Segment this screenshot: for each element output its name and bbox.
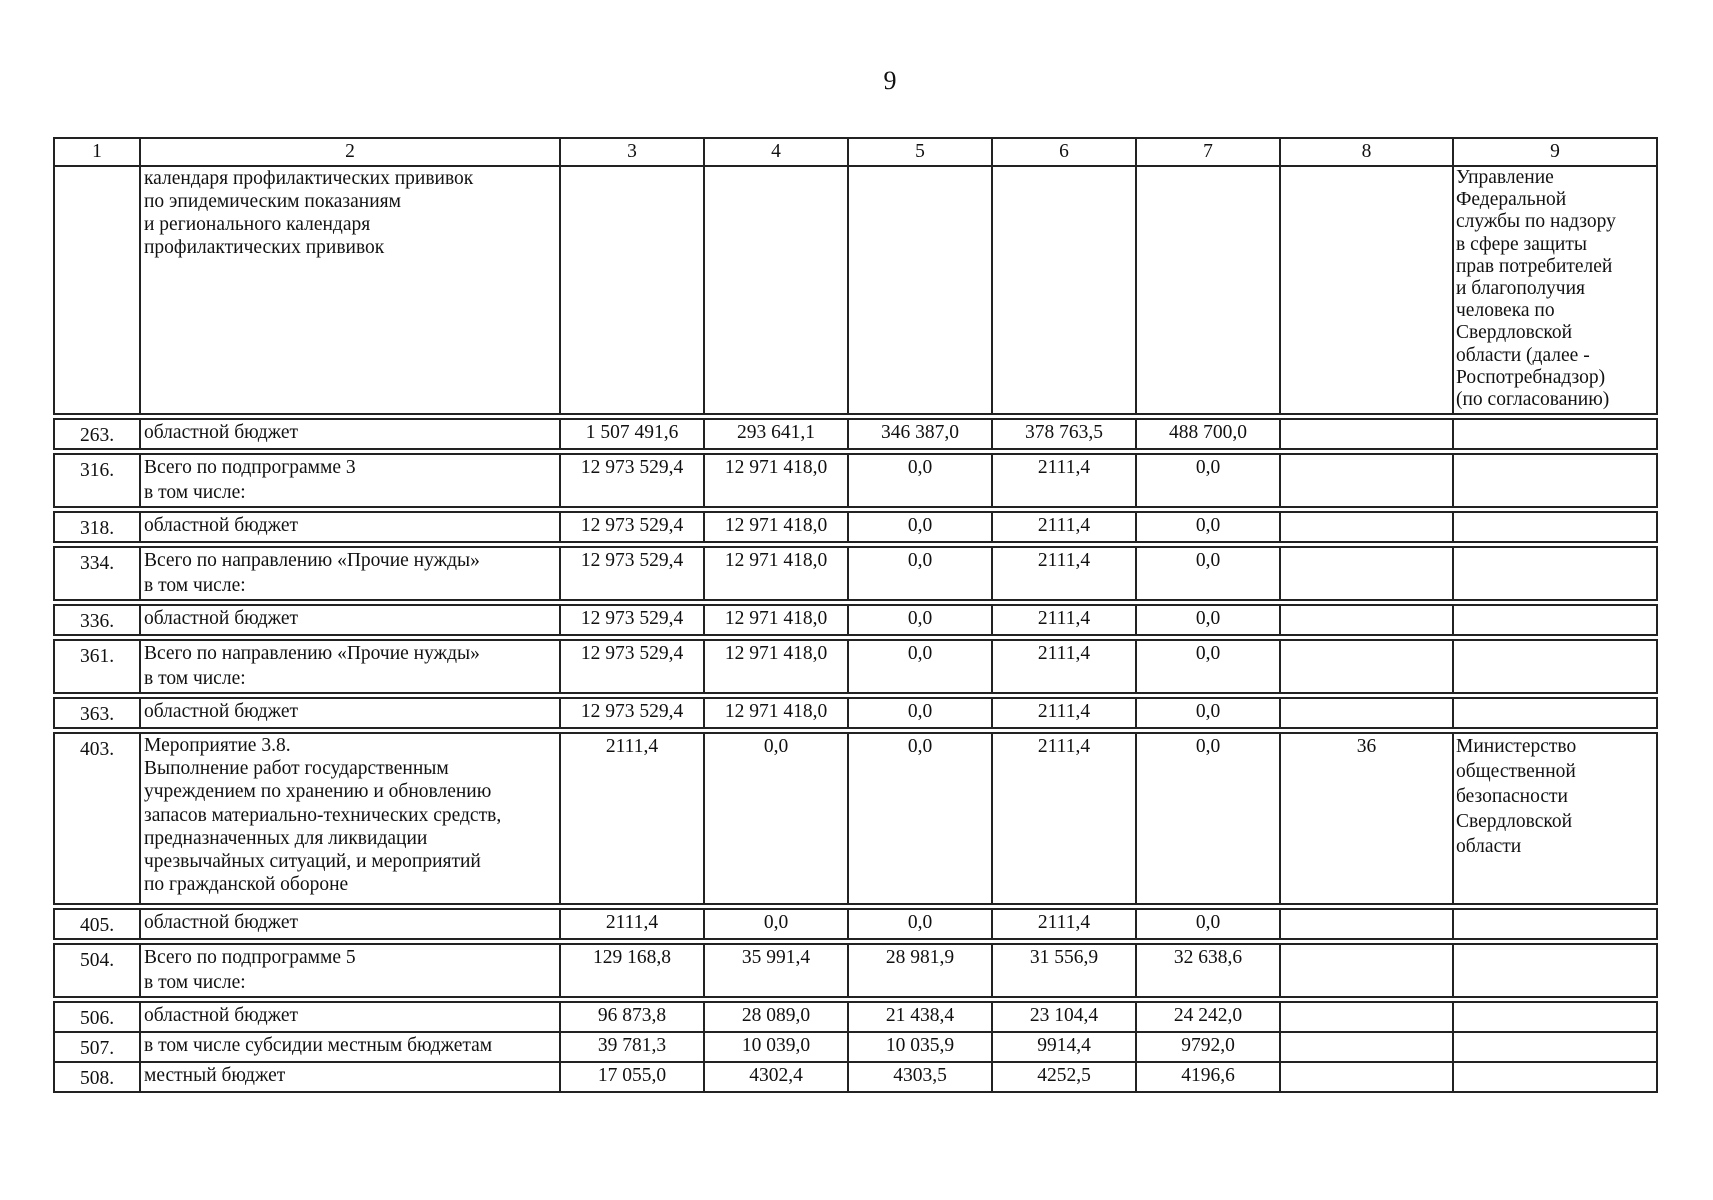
row-number: 263. bbox=[54, 419, 140, 449]
col7-value: 9792,0 bbox=[1136, 1032, 1280, 1062]
col6-value: 31 556,9 bbox=[992, 944, 1136, 997]
col3-value: 39 781,3 bbox=[560, 1032, 704, 1062]
responsible bbox=[1453, 605, 1657, 635]
col7-value: 32 638,6 bbox=[1136, 944, 1280, 997]
col5-value: 0,0 bbox=[848, 512, 992, 542]
col3-value: 1 507 491,6 bbox=[560, 419, 704, 449]
col5-value: 0,0 bbox=[848, 547, 992, 600]
table-row bbox=[54, 733, 1657, 904]
col5-value: 0,0 bbox=[848, 698, 992, 728]
col6-value: 378 763,5 bbox=[992, 419, 1136, 449]
responsible bbox=[1453, 1032, 1657, 1062]
col7-value: 0,0 bbox=[1136, 698, 1280, 728]
col8-value bbox=[1280, 944, 1453, 997]
col4-value: 28 089,0 bbox=[704, 1002, 848, 1032]
col6-value: 4252,5 bbox=[992, 1062, 1136, 1092]
row-number: 334. bbox=[54, 547, 140, 600]
col8-value bbox=[1280, 909, 1453, 939]
responsible bbox=[1453, 547, 1657, 600]
responsible bbox=[1453, 1002, 1657, 1032]
row-name: Мероприятие 3.8. Выполнение работ государственным учреждением по хранению и обновлению запасов материально-технических средств, предназначенных для ликвидации чрезвычайных ситуаций, и мероприятий по гражданской обороне bbox=[140, 733, 560, 904]
col8-value bbox=[1280, 605, 1453, 635]
col4-value: 12 971 418,0 bbox=[704, 605, 848, 635]
row-name: областной бюджет bbox=[140, 909, 560, 939]
row-number: 507. bbox=[54, 1032, 140, 1062]
row-number: 316. bbox=[54, 454, 140, 507]
col8-value bbox=[1280, 454, 1453, 507]
col6-value: 2111,4 bbox=[992, 512, 1136, 542]
responsible: Министерство общественной безопасности Свердловской области bbox=[1453, 733, 1657, 904]
col5-value: 0,0 bbox=[848, 605, 992, 635]
col6-value: 9914,4 bbox=[992, 1032, 1136, 1062]
row-number: 336. bbox=[54, 605, 140, 635]
table-row bbox=[54, 512, 1657, 542]
col5-value: 4303,5 bbox=[848, 1062, 992, 1092]
col7-value: 0,0 bbox=[1136, 605, 1280, 635]
col5-value bbox=[848, 166, 992, 414]
col7-value: 0,0 bbox=[1136, 909, 1280, 939]
col4-value: 12 971 418,0 bbox=[704, 547, 848, 600]
header-row bbox=[54, 138, 1657, 166]
col7-value: 0,0 bbox=[1136, 547, 1280, 600]
row-name: Всего по подпрограмме 3 в том числе: bbox=[140, 454, 560, 507]
col8-value bbox=[1280, 1002, 1453, 1032]
row-name: Всего по подпрограмме 5 в том числе: bbox=[140, 944, 560, 997]
col7-value: 0,0 bbox=[1136, 733, 1280, 904]
col4-value: 0,0 bbox=[704, 909, 848, 939]
row-name: Всего по направлению «Прочие нужды» в том числе: bbox=[140, 547, 560, 600]
responsible: Управление Федеральной службы по надзору в сфере защиты прав потребителей и благополучия человека по Свердловской области (далее - Роспотребнадзор) (по согласованию) bbox=[1453, 166, 1657, 414]
table-row bbox=[54, 1062, 1657, 1092]
row-name: Всего по направлению «Прочие нужды» в том числе: bbox=[140, 640, 560, 693]
col5-value: 0,0 bbox=[848, 640, 992, 693]
row-number: 506. bbox=[54, 1002, 140, 1032]
responsible bbox=[1453, 512, 1657, 542]
col5-value: 0,0 bbox=[848, 733, 992, 904]
col3-value: 17 055,0 bbox=[560, 1062, 704, 1092]
table-row bbox=[54, 1002, 1657, 1032]
col8-value bbox=[1280, 547, 1453, 600]
header-cell: 9 bbox=[1453, 138, 1657, 166]
col5-value: 0,0 bbox=[848, 909, 992, 939]
col4-value: 10 039,0 bbox=[704, 1032, 848, 1062]
col3-value: 12 973 529,4 bbox=[560, 512, 704, 542]
col4-value: 35 991,4 bbox=[704, 944, 848, 997]
row-number: 508. bbox=[54, 1062, 140, 1092]
col3-value: 12 973 529,4 bbox=[560, 698, 704, 728]
responsible bbox=[1453, 944, 1657, 997]
row-name: календаря профилактических прививок по эпидемическим показаниям и регионального календаря профилактических прививок bbox=[140, 166, 560, 414]
col5-value: 346 387,0 bbox=[848, 419, 992, 449]
col8-value bbox=[1280, 419, 1453, 449]
col7-value: 0,0 bbox=[1136, 454, 1280, 507]
col7-value: 0,0 bbox=[1136, 512, 1280, 542]
row-number: 403. bbox=[54, 733, 140, 904]
responsible bbox=[1453, 909, 1657, 939]
col8-value bbox=[1280, 1032, 1453, 1062]
col6-value: 23 104,4 bbox=[992, 1002, 1136, 1032]
header-cell: 5 bbox=[848, 138, 992, 166]
col4-value: 12 971 418,0 bbox=[704, 454, 848, 507]
col4-value: 12 971 418,0 bbox=[704, 640, 848, 693]
table-row bbox=[54, 547, 1657, 600]
col6-value: 2111,4 bbox=[992, 733, 1136, 904]
responsible bbox=[1453, 698, 1657, 728]
table-row bbox=[54, 605, 1657, 635]
table-row bbox=[54, 454, 1657, 507]
budget-table bbox=[53, 137, 1658, 1093]
col6-value: 2111,4 bbox=[992, 454, 1136, 507]
col5-value: 0,0 bbox=[848, 454, 992, 507]
col4-value: 293 641,1 bbox=[704, 419, 848, 449]
row-name: областной бюджет bbox=[140, 419, 560, 449]
col6-value bbox=[992, 166, 1136, 414]
col3-value: 96 873,8 bbox=[560, 1002, 704, 1032]
row-number: 405. bbox=[54, 909, 140, 939]
row-number bbox=[54, 166, 140, 414]
col7-value: 488 700,0 bbox=[1136, 419, 1280, 449]
row-number: 504. bbox=[54, 944, 140, 997]
col3-value: 12 973 529,4 bbox=[560, 605, 704, 635]
page-number: 9 bbox=[883, 66, 897, 95]
row-name: в том числе субсидии местным бюджетам bbox=[140, 1032, 560, 1062]
row-name: областной бюджет bbox=[140, 605, 560, 635]
responsible bbox=[1453, 1062, 1657, 1092]
header-cell: 4 bbox=[704, 138, 848, 166]
header-cell: 8 bbox=[1280, 138, 1453, 166]
col6-value: 2111,4 bbox=[992, 698, 1136, 728]
col3-value bbox=[560, 166, 704, 414]
col6-value: 2111,4 bbox=[992, 909, 1136, 939]
col5-value: 21 438,4 bbox=[848, 1002, 992, 1032]
col3-value: 2111,4 bbox=[560, 909, 704, 939]
col6-value: 2111,4 bbox=[992, 605, 1136, 635]
col8-value bbox=[1280, 166, 1453, 414]
table-row bbox=[54, 1032, 1657, 1062]
col3-value: 12 973 529,4 bbox=[560, 547, 704, 600]
table-row bbox=[54, 909, 1657, 939]
col7-value: 24 242,0 bbox=[1136, 1002, 1280, 1032]
col7-value: 0,0 bbox=[1136, 640, 1280, 693]
col8-value bbox=[1280, 640, 1453, 693]
col3-value: 2111,4 bbox=[560, 733, 704, 904]
col8-value bbox=[1280, 1062, 1453, 1092]
col4-value: 12 971 418,0 bbox=[704, 698, 848, 728]
row-name: областной бюджет bbox=[140, 698, 560, 728]
row-name: местный бюджет bbox=[140, 1062, 560, 1092]
responsible bbox=[1453, 640, 1657, 693]
col3-value: 129 168,8 bbox=[560, 944, 704, 997]
responsible bbox=[1453, 454, 1657, 507]
row-number: 361. bbox=[54, 640, 140, 693]
table-row bbox=[54, 419, 1657, 449]
col7-value bbox=[1136, 166, 1280, 414]
col6-value: 2111,4 bbox=[992, 640, 1136, 693]
col5-value: 28 981,9 bbox=[848, 944, 992, 997]
table-row bbox=[54, 166, 1657, 414]
col8-value bbox=[1280, 512, 1453, 542]
row-name: областной бюджет bbox=[140, 1002, 560, 1032]
row-number: 363. bbox=[54, 698, 140, 728]
table-row bbox=[54, 640, 1657, 693]
table-row bbox=[54, 944, 1657, 997]
col8-value bbox=[1280, 698, 1453, 728]
header-cell: 6 bbox=[992, 138, 1136, 166]
responsible bbox=[1453, 419, 1657, 449]
col4-value bbox=[704, 166, 848, 414]
header-cell: 7 bbox=[1136, 138, 1280, 166]
col3-value: 12 973 529,4 bbox=[560, 454, 704, 507]
row-name: областной бюджет bbox=[140, 512, 560, 542]
col4-value: 4302,4 bbox=[704, 1062, 848, 1092]
col3-value: 12 973 529,4 bbox=[560, 640, 704, 693]
row-number: 318. bbox=[54, 512, 140, 542]
col5-value: 10 035,9 bbox=[848, 1032, 992, 1062]
col4-value: 12 971 418,0 bbox=[704, 512, 848, 542]
col6-value: 2111,4 bbox=[992, 547, 1136, 600]
col7-value: 4196,6 bbox=[1136, 1062, 1280, 1092]
header-cell: 2 bbox=[140, 138, 560, 166]
col4-value: 0,0 bbox=[704, 733, 848, 904]
header-cell: 1 bbox=[54, 138, 140, 166]
table-row bbox=[54, 698, 1657, 728]
header-cell: 3 bbox=[560, 138, 704, 166]
col8-value: 36 bbox=[1280, 733, 1453, 904]
